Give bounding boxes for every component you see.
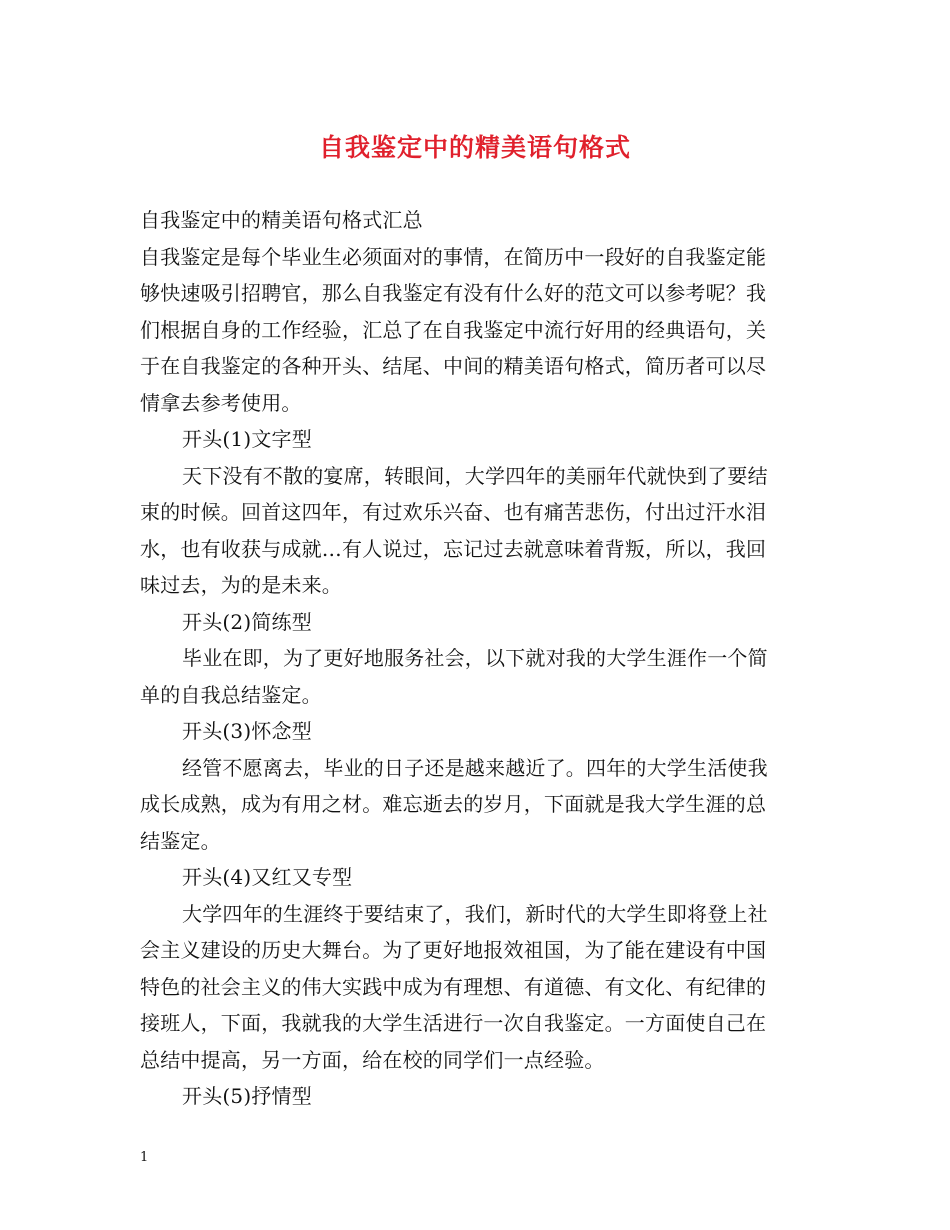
document-body [140,202,812,1115]
text-line: 味过去，为的是未来。 [140,573,342,597]
text-line: 开头(5)抒情型 [182,1084,312,1108]
page-number: 1 [140,1150,149,1165]
text-line: 开头(4)又红又专型 [182,865,353,889]
text-line: 天下没有不散的宴席，转眼间，大学四年的美丽年代就快到了要结 [182,463,768,488]
text-line: 于在自我鉴定的各种开头、结尾、中间的精美语句格式，简历者可以尽 [140,354,767,378]
text-line: 开头(1)文字型 [182,427,312,451]
text-line: 开头(3)怀念型 [182,719,312,743]
page-title: 自我鉴定中的精美语句格式 [318,133,631,162]
text-line: 会主义建设的历史大舞台。为了更好地报效祖国，为了能在建设有中国 [140,938,767,962]
text-line: 开头(2)简练型 [182,609,312,634]
text-line: 总结中提高，另一方面，给在校的同学们一点经验。 [140,1047,605,1072]
text-line: 结鉴定。 [140,828,221,853]
text-line: 束的时候。回首这四年，有过欢乐兴奋、也有痛苦悲伤，付出过汗水泪 [140,500,767,524]
text-line: 经管不愿离去，毕业的日子还是越来越近了。四年的大学生活使我 [182,755,768,780]
text-line: 毕业在即，为了更好地服务社会，以下就对我的大学生涯作一个简 [182,646,768,670]
text-line: 情拿去参考使用。 [140,390,302,415]
text-line: 水，也有收获与成就…有人说过，忘记过去就意味着背叛，所以，我回 [140,536,767,561]
text-line: 单的自我总结鉴定。 [140,682,322,707]
text-line: 够快速吸引招聘官，那么自我鉴定有没有什么好的范文可以参考呢？我 [140,281,767,305]
text-line: 们根据自身的工作经验，汇总了在自我鉴定中流行好用的经典语句，关 [140,317,767,342]
text-line: 自我鉴定是每个毕业生必须面对的事情，在简历中一段好的自我鉴定能 [140,244,767,269]
text-line: 接班人，下面，我就我的大学生活进行一次自我鉴定。一方面使自己在 [140,1011,767,1035]
text-line: 成长成熟，成为有用之材。难忘逝去的岁月，下面就是我大学生涯的总 [140,792,767,816]
text-line: 自我鉴定中的精美语句格式汇总 [140,208,423,232]
text-line: 特色的社会主义的伟大实践中成为有理想、有道德、有文化、有纪律的 [140,974,767,999]
text-line: 大学四年的生涯终于要结束了，我们，新时代的大学生即将登上社 [182,901,768,926]
